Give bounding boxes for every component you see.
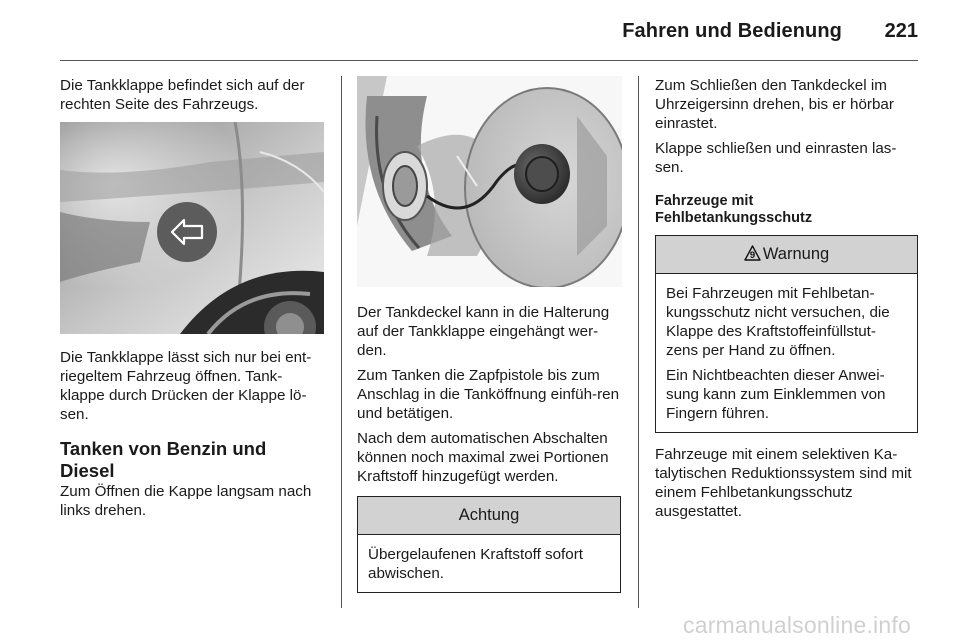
warning-title: Warnung <box>762 245 830 263</box>
warning-triangle-icon <box>744 245 761 264</box>
warning-text-1: Bei Fahrzeugen mit Fehlbetan-kungsschutz nicht versuchen, die Klappe des Kraftstoffeinfüllstut-zens per Hand zu öffnen. <box>666 285 890 359</box>
close-cap-text: Zum Schließen den Tankdeckel im Uhrzeigersinn drehen, bis er hörbar einrastet. <box>655 77 894 132</box>
chapter-title: Fahren und Bedienung <box>622 20 842 42</box>
caution-title: Achtung <box>358 497 620 535</box>
fuel-flap-location-image <box>60 122 324 334</box>
section-heading: Tanken von Benzin und Diesel <box>60 438 267 481</box>
warning-box <box>655 235 918 433</box>
warning-header <box>656 236 917 274</box>
column-divider-1 <box>341 76 342 608</box>
fuel-cap-holder-image <box>357 76 622 287</box>
cap-holder-text: Der Tankdeckel kann in die Halterung auf der Tankklappe eingehängt wer-den. <box>357 304 610 359</box>
close-flap-text: Klappe schließen und einrasten las-sen. <box>655 140 897 176</box>
caution-box <box>357 496 621 593</box>
column-divider-2 <box>638 76 639 608</box>
column-2 <box>357 76 622 593</box>
unlock-instruction: Die Tankklappe lässt sich nur bei ent-riegeltem Fahrzeug öffnen. Tank-klappe durch Drücken der Klappe lö-sen. <box>60 349 312 423</box>
svg-text:9: 9 <box>749 250 755 261</box>
auto-shutoff-text: Nach dem automatischen Abschalten können noch maximal zwei Portionen Kraftstoff hinzugefügt werden. <box>357 430 609 485</box>
refuel-text: Zum Tanken die Zapfpistole bis zum Anschlag in die Tanköffnung einfüh-ren und betätigen. <box>357 367 620 422</box>
scr-system-text: Fahrzeuge mit einem selektiven Ka-talytischen Reduktionssystem sind mit einem Fehlbetankungsschutz ausgestattet. <box>655 446 912 520</box>
warning-text-2: Ein Nichtbeachten dieser Anwei-sung kann zum Einklemmen von Fingern führen. <box>666 367 886 422</box>
caution-text: Übergelaufenen Kraftstoff sofort abwischen. <box>368 546 584 582</box>
column-1 <box>60 76 324 520</box>
misfuel-subheading: Fahrzeuge mit Fehlbetankungsschutz <box>655 193 813 226</box>
column-3 <box>655 76 919 521</box>
page-number: 221 <box>884 20 918 42</box>
intro-text: Die Tankklappe befindet sich auf der rechten Seite des Fahrzeugs. <box>60 77 305 113</box>
header-rule <box>60 60 918 61</box>
watermark: carmanualsonline.info <box>683 612 911 638</box>
section-text: Zum Öffnen die Kappe langsam nach links drehen. <box>60 483 312 519</box>
